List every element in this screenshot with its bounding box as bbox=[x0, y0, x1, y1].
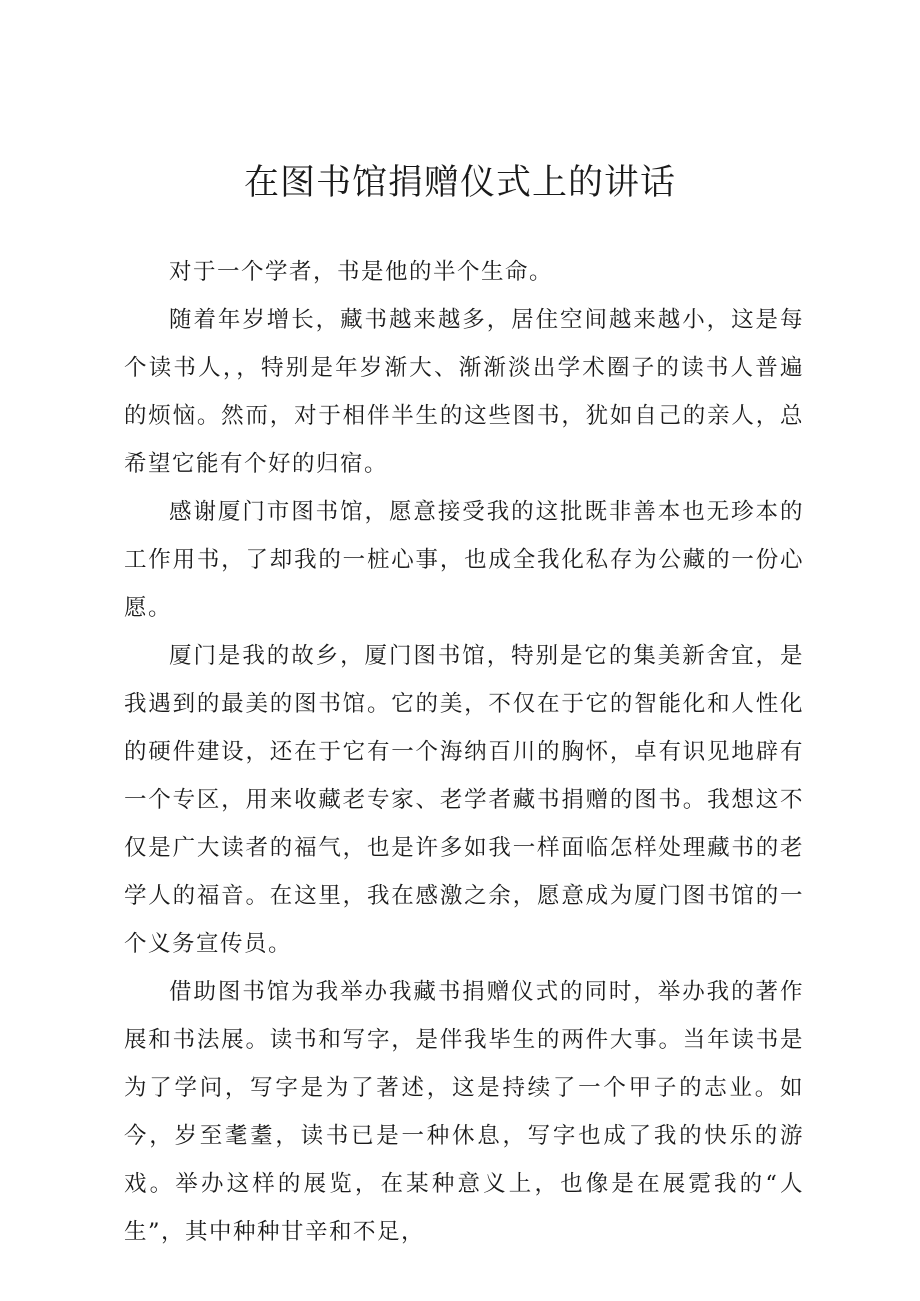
paragraph: 感谢厦门市图书馆，愿意接受我的这批既非善本也无珍本的工作用书，了却我的一桩心事，也成全我化私存为公藏的一份心愿。 bbox=[124, 499, 804, 621]
document-body bbox=[124, 248, 804, 1256]
page-title: 在图书馆捐赠仪式上的讲话 bbox=[243, 163, 676, 203]
paragraph: 对于一个学者，书是他的半个生命。 bbox=[169, 259, 554, 285]
paragraph: 随着年岁增长，藏书越来越多，居住空间越来越小，这是每个读书人，，特别是年岁渐大、渐渐淡出学术圈子的读书人普遍的烦恼。然而，对于相伴半生的这些图书，犹如自己的亲人，总希望它能有个好的归宿。 bbox=[124, 307, 804, 477]
paragraph: 借助图书馆为我举办我藏书捐赠仪式的同时，举办我的著作展和书法展。读书和写字，是伴我毕生的两件大事。当年读书是为了学问，写字是为了著述，这是持续了一个甲子的志业。如今，岁至耄耋，读书已是一种休息，写字也成了我的快乐的游戏。举办这样的展览，在某种意义上，也像是在展霓我的“人生”，其中种种甘辛和不足， bbox=[124, 979, 804, 1245]
paragraph: 厦门是我的故乡，厦门图书馆，特别是它的集美新舍宜，是我遇到的最美的图书馆。它的美，不仅在于它的智能化和人性化的硬件建设，还在于它有一个海纳百川的胸怀，卓有识见地辟有一个专区，用来收藏老专家、老学者藏书捐赠的图书。我想这不仅是广大读者的福气，也是许多如我一样面临怎样处理藏书的老学人的福音。在这里，我在感激之余，愿意成为厦门图书馆的一个义务宣传员。 bbox=[124, 643, 804, 957]
